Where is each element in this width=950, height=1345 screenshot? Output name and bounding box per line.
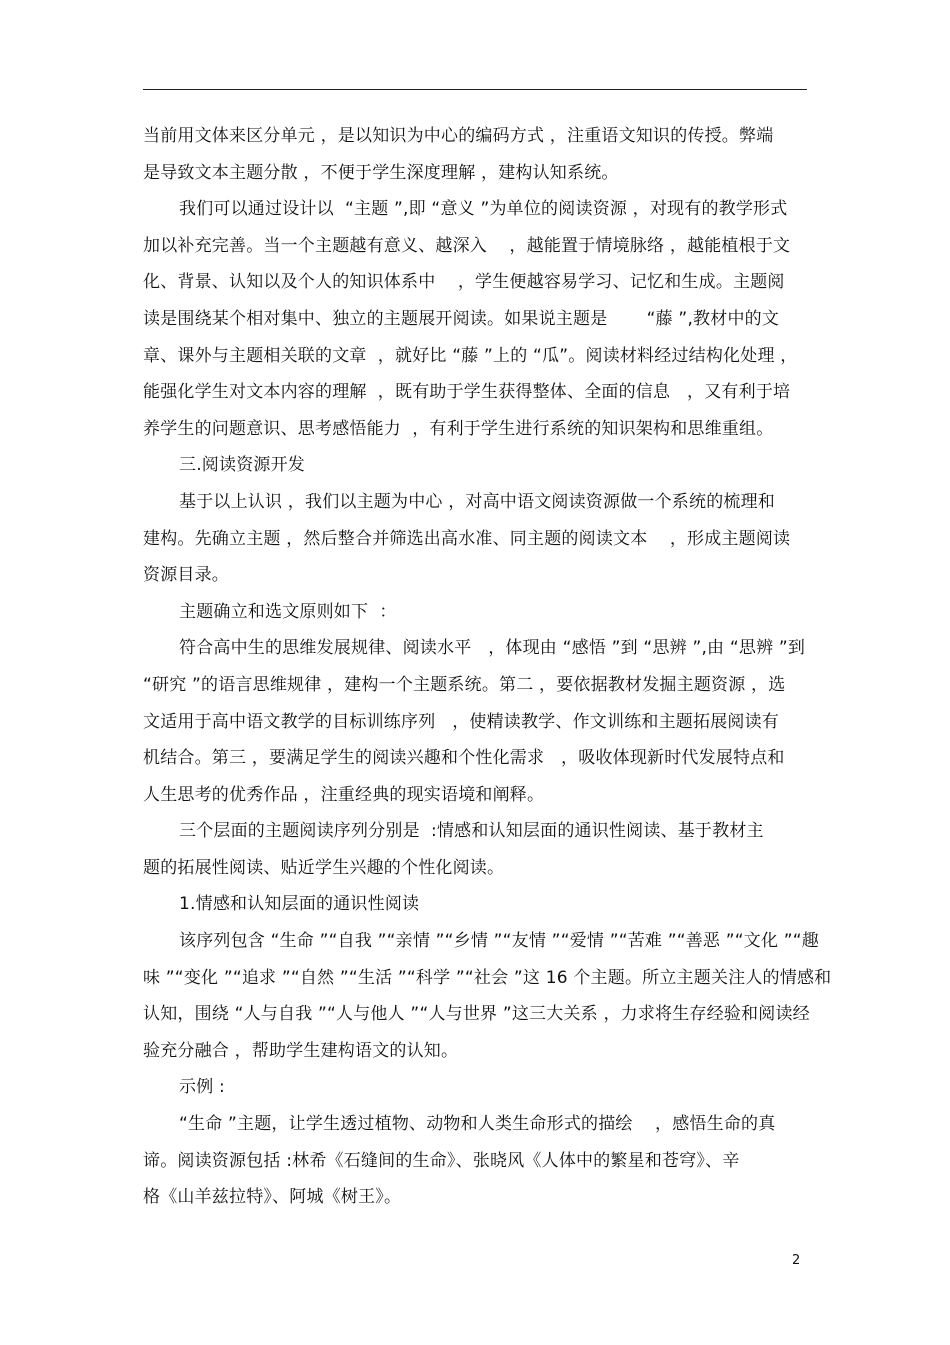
text-line: 主题确立和选文原则如下 ：: [179, 601, 397, 622]
text-line: 格《山羊兹拉特》、阿城《树王》。: [143, 1187, 402, 1208]
text-line: 该序列包含 “生命 ”“自我 ”“亲情 ”“乡情 ”“友情 ”“爱情 ”“苦难 ”“善恶 ”“文化 ”“趣: [179, 931, 819, 952]
text-line: 是导致文本主题分散 ，不便于学生深度理解 ，建构认知系统。: [143, 162, 619, 183]
text-line: 化、背景、认知以及个人的知识体系中 ，学生便越容易学习、记忆和生成。主题阅: [143, 272, 785, 293]
text-line: 谛。阅读资源包括 :林希《石缝间的生命》、张晓风《人体中的繁星和苍穹》、辛: [143, 1150, 740, 1171]
text-line: 题的拓展性阅读、贴近学生兴趣的个性化阅读。: [143, 857, 505, 878]
text-line: 符合高中生的思维发展规律、阅读水平 ，体现由 “感悟 ”到 “思辨 ”,由 “思辨 ”到: [179, 638, 806, 659]
text-line: 读是围绕某个相对集中、独立的主题展开阅读。如果说主题是 “藤 ”,教材中的文: [143, 308, 780, 329]
text-line: “研究 ”的语言思维规律 ，建构一个主题系统。第二 ，要依据教材发掘主题资源 ，选: [143, 674, 786, 695]
text-line: 加以补充完善。当一个主题越有意义、越深入 ，越能置于情境脉络 ，越能植根于文: [143, 235, 791, 256]
text-line: “生命 ”主题，让学生透过植物、动物和人类生命形式的描绘 ，感悟生命的真: [179, 1114, 776, 1135]
text-line: 建构。先确立主题 ，然后整合并筛选出高水准、同主题的阅读文本 ，形成主题阅读: [143, 528, 791, 549]
text-line: 基于以上认识 ，我们以主题为中心 ，对高中语文阅读资源做一个系统的梳理和: [179, 491, 776, 512]
text-line: 当前用文体来区分单元 ，是以知识为中心的编码方式 ，注重语文知识的传授。弊端: [143, 126, 774, 146]
text-line: 认知，围绕 “人与自我 ”“人与他人 ”“人与世界 ”这三大关系 ，力求将生存经验和阅读经: [143, 1004, 810, 1025]
document-body: [143, 118, 832, 1216]
example-label: 示例 :: [179, 1077, 225, 1098]
text-line: 文适用于高中语文教学的目标训练序列 ，使精读教学、作文训练和主题拓展阅读有: [143, 711, 780, 732]
text-line: 养学生的问题意识、思考感悟能力 ，有利于学生进行系统的知识架构和思维重组。: [143, 418, 774, 439]
text-line: 章、课外与主题相关联的文章 ，就好比 “藤 ”上的 “瓜”。阅读材料经过结构化处理 ，: [143, 345, 798, 366]
text-line: 味 ”“变化 ”“追求 ”“自然 ”“生活 ”“科学 ”“社会 ”这 16 个主题。所立主题关注人的情感和: [143, 967, 832, 988]
section-heading: 三.阅读资源开发: [179, 455, 306, 476]
text-line: 我们可以通过设计以 “主题 ”,即 “意义 ”为单位的阅读资源 ，对现有的教学形式: [179, 199, 788, 220]
text-line: 能强化学生对文本内容的理解 ，既有助于学生获得整体、全面的信息 ，又有利于培: [143, 382, 791, 403]
text-line: 人生思考的优秀作品 ，注重经典的现实语境和阐释。: [143, 784, 545, 805]
text-line: 验充分融合 ，帮助学生建构语文的认知。: [143, 1040, 459, 1061]
header-rule: [143, 89, 807, 90]
text-line: 三个层面的主题阅读序列分别是 :情感和认知层面的通识性阅读、基于教材主: [179, 821, 764, 842]
text-line: 机结合。第三 ，要满足学生的阅读兴趣和个性化需求 ，吸收体现新时代发展特点和: [143, 748, 785, 769]
text-line: 资源目录。: [143, 565, 229, 586]
subsection-heading: 1.情感和认知层面的通识性阅读: [179, 894, 420, 915]
page-number: 2: [792, 1253, 801, 1268]
